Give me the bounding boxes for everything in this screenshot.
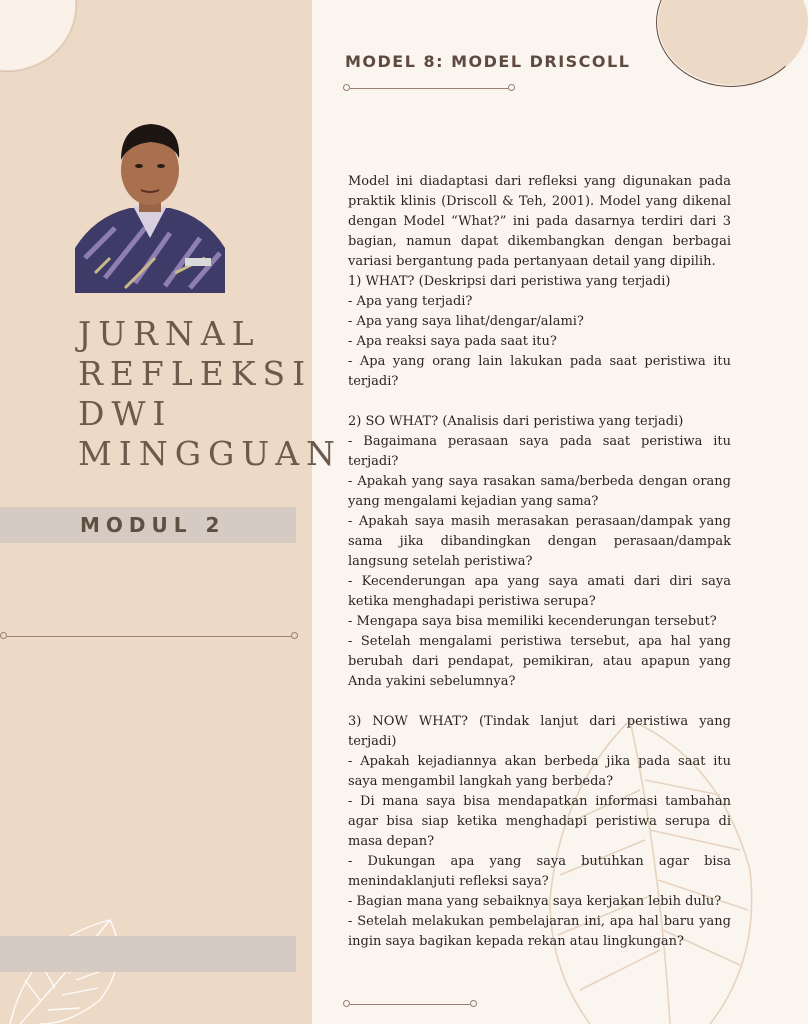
question-item: - Apa reaksi saya pada saat itu?	[348, 334, 557, 349]
divider-dot	[508, 84, 515, 91]
left-panel	[0, 0, 342, 1024]
question-item: - Kecenderungan apa yang saya amati dari diri saya ketika menghadapi peristiwa serupa?	[348, 574, 731, 609]
section-title: 1) WHAT? (Deskripsi dari peristiwa yang terjadi)	[348, 274, 671, 289]
author-photo	[75, 108, 225, 293]
bottom-bar	[0, 936, 296, 972]
decorative-circle-ring	[656, 0, 806, 87]
divider-dot	[470, 1000, 477, 1007]
question-item: - Bagian mana yang sebaiknya saya kerjakan lebih dulu?	[348, 894, 722, 909]
divider-dot	[343, 1000, 350, 1007]
section-title: 3) NOW WHAT? (Tindak lanjut dari peristiwa yang terjadi)	[348, 714, 731, 749]
question-item: - Di mana saya bisa mendapatkan informasi tambahan agar bisa siap ketika menghadapi peristiwa serupa di masa depan?	[348, 794, 731, 849]
question-item: - Mengapa saya bisa memiliki kecenderungan tersebut?	[348, 614, 717, 629]
question-item: - Apakah saya masih merasakan perasaan/dampak yang sama jika dibandingkan dengan perasaan/dampak langsung setelah peristiwa?	[348, 514, 731, 569]
question-item: - Setelah mengalami peristiwa tersebut, apa hal yang berubah dari pendapat, pemikiran, atau apapun yang Anda yakini sebelumnya?	[348, 634, 731, 689]
question-item: - Dukungan apa yang saya butuhkan agar bisa menindaklanjuti refleksi saya?	[348, 854, 731, 889]
divider-dot	[291, 632, 298, 639]
intro-paragraph: Model ini diadaptasi dari refleksi yang digunakan pada praktik klinis (Driscoll & Teh, 2001). Model yang dikenal dengan Model “What?” ini pada dasarnya terdiri dari 3 bagian, namun dapat dikembangkan dengan berbagai variasi bergantung pada pertanyaan detail yang dipilih.	[348, 174, 731, 269]
question-item: - Apakah kejadiannya akan berbeda jika pada saat itu saya mengambil langkah yang berbeda?	[348, 754, 731, 789]
section-heading: MODEL 8: MODEL DRISCOLL	[345, 52, 631, 71]
title-line: REFLEKSI	[78, 354, 313, 393]
title-line: MINGGUAN	[78, 434, 342, 473]
divider-line	[7, 636, 291, 637]
question-item: - Apakah yang saya rasakan sama/berbeda dengan orang yang mengalami kejadian yang sama?	[348, 474, 731, 509]
divider-line	[350, 1004, 470, 1005]
divider-dot	[0, 632, 7, 639]
title-line: JURNAL	[78, 314, 261, 353]
modul-label: MODUL 2	[80, 513, 226, 537]
divider-dot	[343, 84, 350, 91]
decorative-circle-ring	[0, 0, 77, 72]
journal-title	[78, 314, 342, 474]
question-item: - Apa yang terjadi?	[348, 294, 473, 309]
question-item: - Bagaimana perasaan saya pada saat peristiwa itu terjadi?	[348, 434, 731, 469]
question-item: - Setelah melakukan pembelajaran ini, apa hal baru yang ingin saya bagikan kepada rekan atau lingkungan?	[348, 914, 731, 949]
divider-line	[350, 88, 508, 89]
section-title: 2) SO WHAT? (Analisis dari peristiwa yang terjadi)	[348, 414, 684, 429]
question-item: - Apa yang saya lihat/dengar/alami?	[348, 314, 584, 329]
reflection-body	[348, 172, 731, 952]
question-item: - Apa yang orang lain lakukan pada saat peristiwa itu terjadi?	[348, 354, 731, 389]
title-line: DWI	[78, 394, 173, 433]
